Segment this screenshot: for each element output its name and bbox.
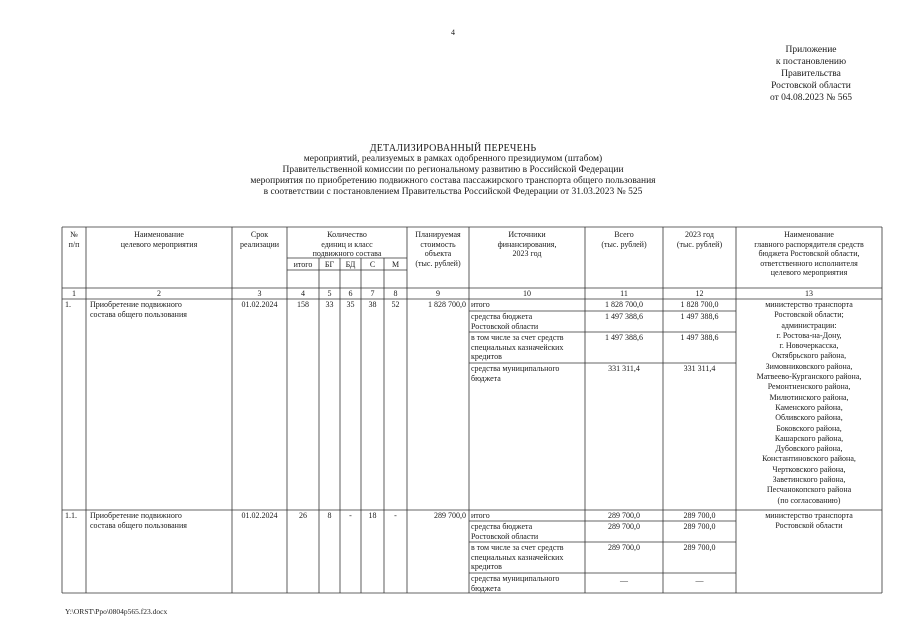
row-number: 1.1. (65, 511, 77, 520)
header-qty-bd: БД (345, 260, 356, 269)
header-text: № (70, 230, 78, 239)
heading-line: мероприятий, реализуемых в рамках одобренного президиумом (штабом) (303, 154, 603, 164)
owner-line: Каменского района, (775, 402, 843, 412)
appendix-line: от 04.08.2023 № 565 (770, 93, 852, 103)
fin-source (471, 364, 559, 383)
fin-total: 1 828 700,0 (605, 300, 643, 309)
fin-2023: 1 497 388,6 (680, 312, 719, 321)
header-qty-s: С (369, 260, 376, 269)
fin-total: 289 700,0 (608, 543, 640, 552)
page-number: 4 (451, 28, 455, 37)
owner-line: администрации: (781, 320, 837, 330)
fin-source-line: Ростовской области (471, 531, 539, 541)
row-name-line: Приобретение подвижного (90, 511, 182, 520)
fin-source-line: средства муниципального (471, 364, 560, 373)
row-qty-bg: 8 (327, 511, 332, 520)
header-text: реализации (239, 239, 280, 249)
header-text: (тыс. рублей) (415, 258, 461, 268)
owner-line: Боковского района, (776, 423, 842, 433)
owner-line: Заветинского района, (772, 475, 846, 485)
header-qty (287, 230, 407, 259)
row-qty-m: - (394, 511, 397, 520)
col-number: 2 (157, 289, 161, 298)
fin-source (471, 543, 564, 572)
owner-line: Чертковского района, (772, 464, 846, 474)
col-number: 9 (436, 289, 440, 298)
owner-line: министерство транспорта (765, 300, 853, 309)
fin-total: 289 700,0 (608, 511, 640, 520)
header-sources (469, 230, 585, 259)
row-term: 01.02.2024 (241, 511, 278, 520)
header-text: единиц и класс (321, 239, 373, 249)
appendix-line: Правительства (781, 69, 841, 79)
fin-source-line: бюджета (471, 373, 501, 383)
owner-line: Ростовской области (775, 521, 843, 531)
header-text: Наименование (134, 230, 184, 239)
fin-source-line: кредитов (471, 562, 502, 571)
heading-line: мероприятия по приобретению подвижного состава пассажирского транспорта общего пользования (250, 176, 656, 186)
row-cost: 289 700,0 (434, 511, 466, 520)
col-number: 1 (72, 289, 76, 298)
fin-source (471, 574, 559, 593)
fin-total: 331 311,4 (608, 364, 640, 373)
row-qty-s: 18 (368, 511, 377, 520)
row-qty-bd: - (349, 511, 352, 520)
owner-line: министерство транспорта (765, 511, 853, 520)
owner-line: Ростовской области; (774, 310, 844, 320)
header-text: (тыс. рублей) (676, 239, 723, 249)
header-text: Количество (327, 230, 367, 239)
fin-source: итого (471, 300, 490, 309)
col-number: 13 (805, 289, 813, 298)
header-text: целевого мероприятия (120, 239, 198, 249)
col-number: 5 (327, 289, 332, 298)
row-name (90, 511, 187, 530)
col-number: 10 (523, 289, 531, 298)
header-text: 2023 год (685, 230, 714, 239)
fin-source-line: специальных казначейских (471, 342, 564, 352)
col-number: 11 (620, 289, 628, 298)
owner-line: Обливского района, (775, 413, 843, 423)
header-2023 (663, 230, 736, 249)
fin-source-line: Ростовской области (471, 321, 539, 331)
document-title: ДЕТАЛИЗИРОВАННЫЙ ПЕРЕЧЕНЬ (369, 143, 537, 154)
owner-line: (по согласованию) (777, 495, 841, 505)
row-qty-m: 52 (391, 300, 400, 309)
col-number: 8 (393, 289, 398, 298)
owner-line: Константиновского района, (762, 454, 856, 464)
header-text: финансирования, (497, 239, 557, 249)
fin-source-line: в том числе за счет средств (471, 333, 564, 342)
row-qty-bg: 33 (325, 300, 334, 309)
header-qty-bg: БГ (324, 260, 335, 269)
owner-line: Октябрьского района, (771, 351, 847, 361)
header-qty-total: итого (293, 260, 313, 269)
col-number: 4 (301, 289, 305, 298)
fin-source-line: средства муниципального (471, 574, 560, 583)
heading-line: в соответствии с постановлением Правительства Российской Федерации от 31.03.2023 № 525 (263, 187, 643, 197)
header-text: целевого мероприятия (770, 268, 848, 277)
fin-2023: 1 497 388,6 (680, 333, 719, 342)
owner-line: Дубовского района, (775, 444, 843, 454)
fin-2023: 289 700,0 (683, 522, 716, 531)
fin-source (471, 522, 538, 541)
fin-source (471, 312, 538, 331)
owner-line: Песчанокопского района (766, 485, 852, 495)
fin-total: 1 497 388,6 (605, 312, 643, 321)
fin-2023: 331 311,4 (683, 364, 716, 373)
row-qty-total: 26 (299, 511, 307, 520)
appendix-line: Приложение (785, 45, 837, 55)
appendix-line: Ростовской области (771, 81, 851, 91)
fin-2023: 289 700,0 (683, 511, 716, 520)
fin-source (471, 333, 564, 362)
header-text: Источники (508, 230, 546, 239)
fin-total: 289 700,0 (608, 522, 640, 531)
fin-source-line: кредитов (471, 352, 502, 361)
header-owner (736, 230, 882, 278)
fin-total: — (620, 576, 628, 585)
fin-total: 1 497 388,6 (605, 333, 643, 342)
fin-2023: 289 700,0 (683, 543, 716, 552)
row-qty-bd: 35 (346, 300, 355, 309)
heading-line: Правительственной комиссии по региональному развитию в Российской Федерации (282, 165, 624, 175)
owner-line: Милютинского района, (769, 392, 849, 402)
row-owner (736, 511, 882, 532)
header-qty-m: М (391, 260, 400, 269)
header-text: (тыс. рублей) (601, 239, 647, 249)
fin-source-line: в том числе за счет средств (471, 543, 564, 552)
header-text: Срок (250, 230, 269, 239)
col-number: 6 (348, 289, 353, 298)
fin-source-line: средства бюджета (471, 312, 533, 321)
header-text: Всего (614, 230, 634, 239)
header-cost (407, 230, 469, 268)
owner-line: Матвеево-Курганского района, (756, 372, 862, 382)
col-number: 3 (257, 289, 262, 298)
header-text: объекта (424, 249, 452, 258)
owner-line: Кашарского района, (774, 433, 844, 443)
header-text: подвижного состава (312, 249, 382, 258)
header-num (62, 230, 86, 249)
header-text: ответственного исполнителя (760, 258, 858, 268)
row-name-line: состава общего пользования (90, 309, 187, 319)
header-text: стоимость (420, 239, 456, 249)
fin-2023: 1 828 700,0 (680, 300, 719, 309)
header-term (232, 230, 287, 249)
appendix-line: к постановлению (775, 57, 847, 67)
owner-line: Зимовниковского района, (765, 361, 853, 371)
row-qty-total: 158 (297, 300, 309, 309)
fin-source-line: бюджета (471, 583, 501, 593)
header-text: 2023 год (512, 249, 542, 258)
header-text: Планируемая (415, 230, 461, 239)
row-owner (736, 300, 882, 506)
row-name-line: состава общего пользования (90, 520, 187, 530)
file-path-footer: Y:\ORST\Ppo\0804p565.f23.docx (65, 607, 168, 616)
row-term: 01.02.2024 (241, 300, 278, 309)
header-text: п/п (68, 239, 80, 249)
fin-source: итого (471, 511, 490, 520)
owner-line: г. Новочеркасска, (779, 341, 839, 351)
header-total (585, 230, 663, 249)
fin-2023: — (695, 576, 704, 585)
row-qty-s: 38 (368, 300, 377, 309)
col-number: 12 (695, 289, 704, 298)
header-name (86, 230, 232, 249)
fin-source-line: средства бюджета (471, 522, 533, 531)
row-number: 1. (65, 300, 71, 309)
header-text: Наименование (784, 230, 834, 239)
owner-line: Ремонтненского района, (767, 382, 851, 392)
fin-source-line: специальных казначейских (471, 552, 564, 562)
row-cost: 1 828 700,0 (428, 300, 466, 309)
owner-line: г. Ростова-на-Дону, (776, 330, 842, 340)
header-text: главного распорядителя средств (754, 239, 864, 249)
col-number: 7 (370, 289, 375, 298)
row-name-line: Приобретение подвижного (90, 300, 182, 309)
header-text: бюджета Ростовской области, (758, 249, 860, 258)
row-name (90, 300, 187, 319)
